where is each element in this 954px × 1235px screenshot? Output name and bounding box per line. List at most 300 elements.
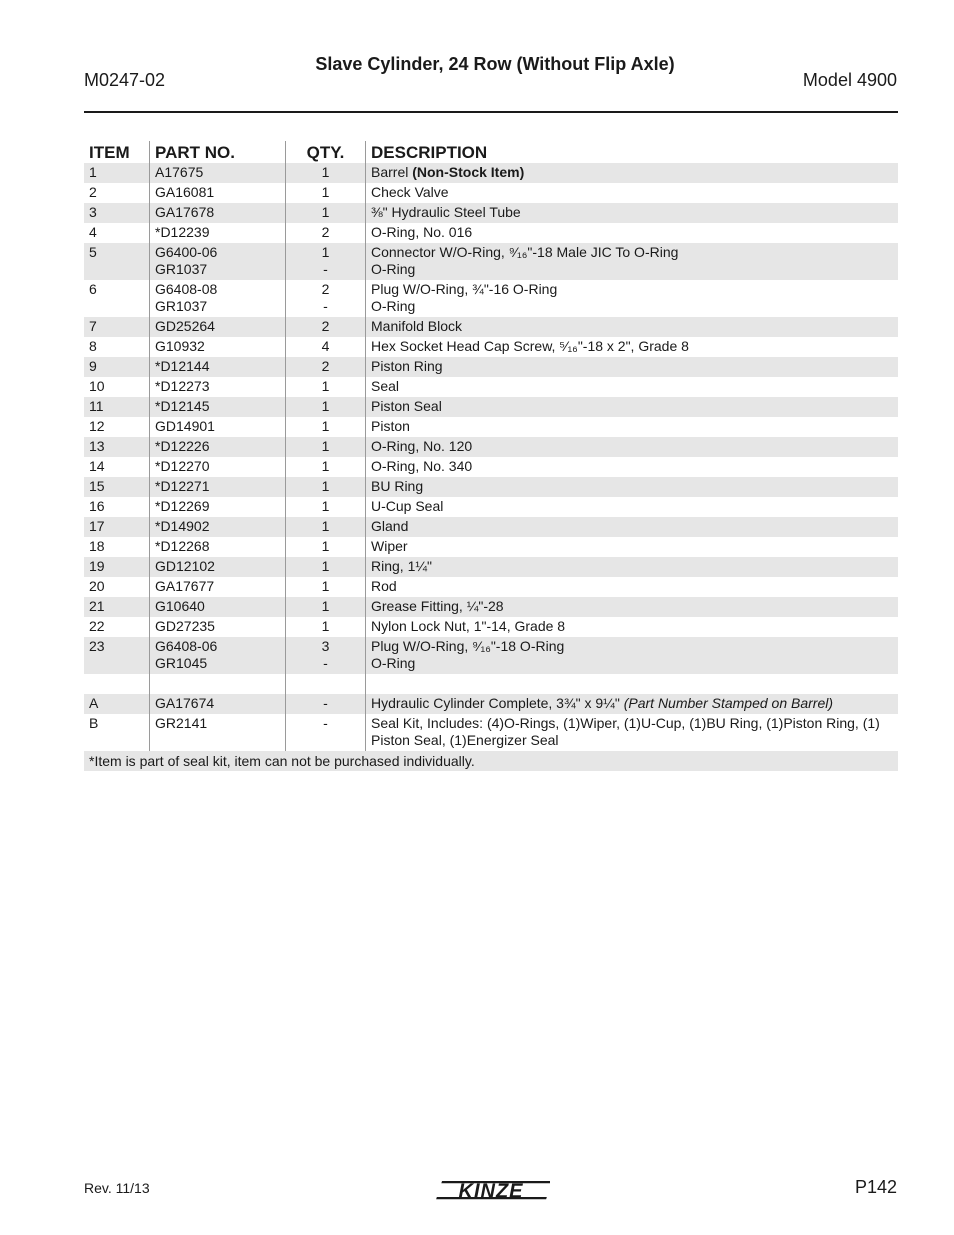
quantity-cell (285, 243, 365, 280)
quantity-text: 1 (321, 164, 330, 180)
description-cell (365, 597, 898, 617)
description-cell (365, 317, 898, 337)
page-number: P142 (854, 1177, 897, 1197)
description-cell (365, 437, 898, 457)
item-number: 22 (89, 618, 105, 634)
description-text: Piston (371, 418, 410, 434)
part-number-text: G6408-08 (155, 281, 218, 297)
table-row (84, 637, 898, 674)
part-number-cell (149, 617, 285, 637)
part-number-cell (149, 597, 285, 617)
part-number (155, 204, 285, 221)
description-cell (365, 163, 898, 183)
description (371, 184, 890, 201)
item-number: B (89, 715, 99, 731)
column-header-quantity: QTY. (285, 141, 365, 163)
quantity-text: 1 (321, 498, 330, 514)
part-number-text: *D12226 (155, 438, 210, 454)
item-number: 16 (89, 498, 105, 514)
quantity-text: 1 (321, 538, 330, 554)
table-row (84, 437, 898, 457)
item-number: 10 (89, 378, 105, 394)
part-number-text: GD12102 (155, 558, 215, 574)
quantity (286, 204, 365, 221)
item-number: 3 (89, 204, 97, 220)
quantity-text: - (323, 655, 328, 671)
description-text: O-Ring (371, 655, 416, 671)
description (371, 715, 890, 749)
description-cell (365, 457, 898, 477)
quantity-text: - (323, 261, 328, 277)
item-number: 17 (89, 518, 105, 534)
part-number (155, 638, 285, 655)
description-cell (365, 497, 898, 517)
quantity-cell (285, 317, 365, 337)
parts-rows (84, 163, 898, 674)
quantity (286, 578, 365, 595)
description-cell (365, 714, 898, 751)
table-row (84, 617, 898, 637)
description-text: Check Valve (371, 184, 449, 200)
quantity-cell (285, 497, 365, 517)
description-text: Manifold Block (371, 318, 463, 334)
item-number: 8 (89, 338, 97, 354)
part-number-text: G6400-06 (155, 244, 218, 260)
quantity (286, 598, 365, 615)
part-number (155, 338, 285, 355)
part-number-text: GA17677 (155, 578, 215, 594)
description-cell (365, 223, 898, 243)
part-number-cell (149, 397, 285, 417)
quantity-cell (285, 417, 365, 437)
quantity-text: 2 (321, 318, 330, 334)
kinze-logo-text: KINZE (458, 1180, 524, 1203)
quantity (286, 318, 365, 335)
quantity (286, 224, 365, 241)
description-text: Seal Kit, Includes: (4)O-Rings, (1)Wiper, (1)U-Cup, (1)BU Ring, (1)Piston Ring, (1) Piston Seal, (1)Energizer Seal (371, 715, 880, 748)
item-number: 14 (89, 458, 105, 474)
description-cell (365, 477, 898, 497)
description-cell (365, 517, 898, 537)
part-number-cell (149, 457, 285, 477)
quantity-cell (285, 537, 365, 557)
description (371, 498, 890, 515)
description-text: Plug W/O-Ring, ¾"-16 O-Ring (371, 281, 558, 297)
assembly-rows (84, 694, 898, 751)
part-number-cell (149, 714, 285, 751)
description (371, 638, 890, 655)
quantity-cell (285, 694, 365, 714)
part-number (155, 244, 285, 261)
quantity (286, 538, 365, 555)
part-number-text: *D12144 (155, 358, 210, 374)
description-text: Rod (371, 578, 397, 594)
stamped-note: (Part Number Stamped on Barrel) (623, 695, 834, 711)
part-number-text: *D12268 (155, 538, 210, 554)
part-number-text: GD27235 (155, 618, 215, 634)
part-number-text: *D12239 (155, 224, 210, 240)
description (371, 318, 890, 335)
quantity-text: 1 (321, 244, 330, 260)
quantity-cell (285, 577, 365, 597)
revision-date: Rev. 11/13 (84, 1180, 150, 1196)
table-row (84, 577, 898, 597)
part-number (155, 695, 285, 712)
description-text: O-Ring, No. 120 (371, 438, 473, 454)
description-cell (365, 337, 898, 357)
description-text: O-Ring (371, 298, 416, 314)
quantity-text: 1 (321, 378, 330, 394)
part-number-cell (149, 537, 285, 557)
part-number (155, 538, 285, 555)
quantity (286, 338, 365, 355)
part-number-cell (149, 557, 285, 577)
description-text: Plug W/O-Ring, ⁹⁄₁₆"-18 O-Ring (371, 638, 565, 654)
description-cell (365, 617, 898, 637)
part-number (155, 478, 285, 495)
quantity-cell (285, 203, 365, 223)
seal-kit-footnote: *Item is part of seal kit, item can not be purchased individually. (89, 753, 475, 769)
quantity (286, 398, 365, 415)
description (371, 478, 890, 495)
part-number-cell (149, 317, 285, 337)
item-number: 21 (89, 598, 105, 614)
description (371, 224, 890, 241)
part-number (155, 224, 285, 241)
quantity-cell (285, 183, 365, 203)
table-row (84, 517, 898, 537)
quantity (286, 244, 365, 261)
quantity-text: 2 (321, 281, 330, 297)
description-cell (365, 243, 898, 280)
part-number-cell (149, 223, 285, 243)
part-number-text: G10640 (155, 598, 205, 614)
description-text: U-Cup Seal (371, 498, 444, 514)
table-row (84, 457, 898, 477)
part-number-cell (149, 437, 285, 457)
description (371, 438, 890, 455)
part-number-text: GA17678 (155, 204, 215, 220)
table-row (84, 714, 898, 751)
part-number (155, 498, 285, 515)
table-header-row (84, 141, 898, 163)
part-number (155, 281, 285, 298)
quantity-cell (285, 637, 365, 674)
quantity (286, 618, 365, 635)
part-number-text: A17675 (155, 164, 204, 180)
part-number-text: *D12145 (155, 398, 210, 414)
column-header-part-number: PART NO. (149, 141, 285, 163)
quantity (286, 418, 365, 435)
quantity (286, 164, 365, 181)
quantity-text: 1 (321, 418, 330, 434)
table-row (84, 497, 898, 517)
parts-table (84, 141, 898, 771)
part-number-text: GD25264 (155, 318, 215, 334)
item-number: 7 (89, 318, 97, 334)
table-row (84, 397, 898, 417)
description (371, 281, 890, 298)
table-row (84, 203, 898, 223)
part-number-cell (149, 517, 285, 537)
item-number: 9 (89, 358, 97, 374)
description-text: Piston Seal (371, 398, 442, 414)
description-text: BU Ring (371, 478, 424, 494)
part-number-text: GR1037 (155, 261, 208, 277)
table-row (84, 357, 898, 377)
description (371, 398, 890, 415)
description-text: O-Ring, No. 016 (371, 224, 473, 240)
part-number-text: GD14901 (155, 418, 215, 434)
part-number-text: *D12270 (155, 458, 210, 474)
quantity (286, 558, 365, 575)
description-cell (365, 377, 898, 397)
part-number-cell (149, 497, 285, 517)
item-number: 18 (89, 538, 105, 554)
part-number (155, 438, 285, 455)
quantity-text: 3 (321, 638, 330, 654)
part-number-text: GA17674 (155, 695, 215, 711)
quantity-text: 1 (321, 558, 330, 574)
quantity-text: 1 (321, 618, 330, 634)
description-text: Connector W/O-Ring, ⁹⁄₁₆"-18 Male JIC To O-Ring (371, 244, 679, 260)
part-number (155, 578, 285, 595)
quantity-text: - (323, 298, 328, 314)
description (371, 578, 890, 595)
table-row (84, 337, 898, 357)
part-number (155, 558, 285, 575)
description-cell (365, 357, 898, 377)
description-cell (365, 637, 898, 674)
description-cell (365, 557, 898, 577)
part-number-cell (149, 637, 285, 674)
quantity-cell (285, 357, 365, 377)
part-number (155, 318, 285, 335)
quantity (286, 261, 365, 278)
description-text: Barrel (371, 164, 413, 180)
part-number-cell (149, 377, 285, 397)
item-number: 12 (89, 418, 105, 434)
quantity-text: 1 (321, 578, 330, 594)
description-text: O-Ring (371, 261, 416, 277)
quantity (286, 498, 365, 515)
description (371, 378, 890, 395)
description-cell (365, 417, 898, 437)
part-number-cell (149, 203, 285, 223)
item-number: A (89, 695, 99, 711)
table-row (84, 223, 898, 243)
part-number-cell (149, 243, 285, 280)
model-name: Model 4900 (802, 70, 897, 90)
description (371, 598, 890, 615)
table-row (84, 377, 898, 397)
quantity-cell (285, 477, 365, 497)
table-row (84, 183, 898, 203)
part-number (155, 518, 285, 535)
part-number-text: GR2141 (155, 715, 208, 731)
table-row (84, 537, 898, 557)
quantity (286, 184, 365, 201)
description-cell (365, 183, 898, 203)
table-row (84, 417, 898, 437)
description-text: Hydraulic Cylinder Complete, 3¾" x 9¼" (371, 695, 624, 711)
quantity-text: 1 (321, 438, 330, 454)
description-cell (365, 280, 898, 317)
item-number: 6 (89, 281, 97, 297)
description-text: ⅜" Hydraulic Steel Tube (371, 204, 521, 220)
part-number-text: GR1037 (155, 298, 208, 314)
part-number (155, 618, 285, 635)
part-number-text: GA16081 (155, 184, 215, 200)
table-row (84, 597, 898, 617)
part-number (155, 458, 285, 475)
part-number (155, 655, 285, 672)
description-cell (365, 537, 898, 557)
description (371, 695, 890, 712)
quantity (286, 378, 365, 395)
table-row (84, 243, 898, 280)
description-text: Seal (371, 378, 400, 394)
quantity-cell (285, 397, 365, 417)
part-number (155, 164, 285, 181)
description (371, 164, 890, 181)
quantity-text: 1 (321, 458, 330, 474)
page-title: Slave Cylinder, 24 Row (Without Flip Axle) (315, 54, 675, 74)
part-number-cell (149, 280, 285, 317)
quantity-text: - (323, 715, 328, 731)
description (371, 204, 890, 221)
part-number-text: G6408-06 (155, 638, 218, 654)
item-number: 1 (89, 164, 97, 180)
quantity-cell (285, 377, 365, 397)
item-number: 20 (89, 578, 105, 594)
table-spacer-row (84, 674, 898, 694)
document-number: M0247-02 (84, 70, 166, 90)
description (371, 358, 890, 375)
part-number-cell (149, 694, 285, 714)
part-number-cell (149, 163, 285, 183)
quantity-cell (285, 437, 365, 457)
quantity (286, 715, 365, 732)
part-number-text: *D12271 (155, 478, 210, 494)
quantity (286, 298, 365, 315)
description-cell (365, 694, 898, 714)
quantity-cell (285, 280, 365, 317)
part-number-cell (149, 417, 285, 437)
quantity-cell (285, 223, 365, 243)
description-text: Hex Socket Head Cap Screw, ⁵⁄₁₆"-18 x 2", Grade 8 (371, 338, 689, 354)
table-row (84, 280, 898, 317)
quantity (286, 655, 365, 672)
table-row (84, 557, 898, 577)
part-number (155, 358, 285, 375)
quantity-cell (285, 337, 365, 357)
column-header-item: ITEM (89, 143, 130, 162)
quantity (286, 438, 365, 455)
description-text: Ring, 1¼" (371, 558, 433, 574)
quantity (286, 478, 365, 495)
part-number (155, 378, 285, 395)
quantity-text: - (323, 695, 328, 711)
part-number-text: G10932 (155, 338, 205, 354)
description (371, 338, 890, 355)
description (371, 558, 890, 575)
quantity-text: 4 (321, 338, 330, 354)
quantity-cell (285, 557, 365, 577)
quantity-text: 1 (321, 598, 330, 614)
non-stock-note: (Non-Stock Item) (412, 164, 525, 180)
part-number-text: GR1045 (155, 655, 208, 671)
item-number: 15 (89, 478, 105, 494)
description (371, 418, 890, 435)
part-number-cell (149, 357, 285, 377)
item-number: 23 (89, 638, 105, 654)
description (371, 618, 890, 635)
description (371, 458, 890, 475)
quantity-text: 1 (321, 398, 330, 414)
quantity-text: 1 (321, 184, 330, 200)
part-number-cell (149, 337, 285, 357)
column-header-description: DESCRIPTION (365, 141, 898, 163)
part-number (155, 298, 285, 315)
quantity (286, 638, 365, 655)
quantity-cell (285, 457, 365, 477)
description (371, 655, 890, 672)
quantity (286, 518, 365, 535)
item-number: 11 (89, 398, 104, 414)
table-row (84, 317, 898, 337)
description-text: Gland (371, 518, 409, 534)
part-number-text: *D12273 (155, 378, 210, 394)
description-cell (365, 577, 898, 597)
description (371, 244, 890, 261)
header-rule (84, 111, 898, 113)
description (371, 518, 890, 535)
part-number (155, 598, 285, 615)
quantity-text: 2 (321, 224, 330, 240)
description-text: Wiper (371, 538, 408, 554)
part-number-cell (149, 477, 285, 497)
part-number-text: *D14902 (155, 518, 210, 534)
item-number: 19 (89, 558, 105, 574)
kinze-logo (432, 1175, 550, 1205)
item-number: 2 (89, 184, 97, 200)
quantity-text: 1 (321, 518, 330, 534)
description (371, 538, 890, 555)
quantity-cell (285, 617, 365, 637)
quantity (286, 695, 365, 712)
item-number: 5 (89, 244, 97, 260)
description-text: O-Ring, No. 340 (371, 458, 473, 474)
quantity-text: 2 (321, 358, 330, 374)
description (371, 261, 890, 278)
quantity (286, 358, 365, 375)
footnote-row (84, 751, 898, 771)
quantity-cell (285, 597, 365, 617)
description-cell (365, 203, 898, 223)
description-text: Nylon Lock Nut, 1"-14, Grade 8 (371, 618, 566, 634)
description-text: Grease Fitting, ¼"-28 (371, 598, 504, 614)
description (371, 298, 890, 315)
quantity-text: 1 (321, 204, 330, 220)
item-number: 4 (89, 224, 97, 240)
description-cell (365, 397, 898, 417)
part-number (155, 418, 285, 435)
part-number (155, 398, 285, 415)
part-number-cell (149, 577, 285, 597)
part-number-cell (149, 183, 285, 203)
quantity-cell (285, 163, 365, 183)
